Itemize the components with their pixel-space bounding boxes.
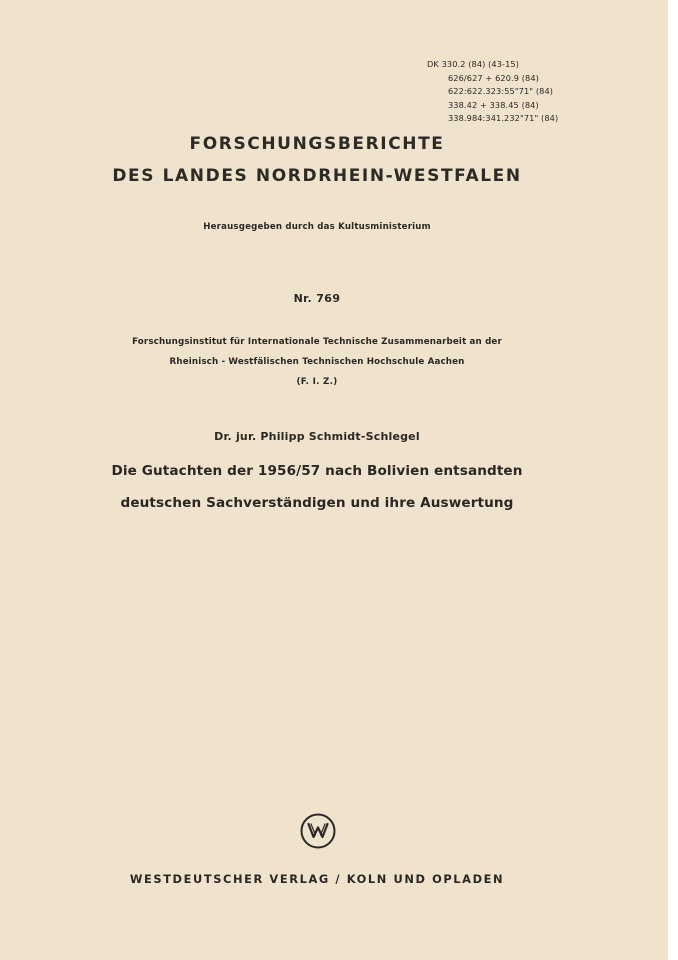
series-title-line2: DES LANDES NORDRHEIN-WESTFALEN xyxy=(112,166,522,186)
dk-line: 626/627 + 620.9 (84) xyxy=(448,72,539,83)
institute-line1: Forschungsinstitut für Internationale Technische Zusammenarbeit an der xyxy=(132,337,502,347)
dk-line: DK 330.2 (84) (43-15) xyxy=(427,59,520,69)
publisher-name: WESTDEUTSCHER VERLAG / KOLN UND OPLADEN xyxy=(129,872,505,886)
dk-line: 338.42 + 338.45 (84) xyxy=(448,99,539,110)
book-title-line1: Die Gutachten der 1956/57 nach Bolivien entsandten xyxy=(111,463,523,479)
publisher-logo-icon xyxy=(299,812,337,850)
editor-note: Herausgegeben durch das Kultusministerium xyxy=(203,222,431,232)
author: Dr. jur. Philipp Schmidt-Schlegel xyxy=(214,430,420,443)
dk-line: 338.984:341.232"71" (84) xyxy=(448,113,559,124)
institute-line2: Rheinisch - Westfälischen Technischen Hochschule Aachen xyxy=(169,357,465,367)
book-title-line2: deutschen Sachverständigen und ihre Auswertung xyxy=(120,495,514,511)
dk-line: 622:622.323:55"71" (84) xyxy=(448,86,554,97)
series-title-line1: FORSCHUNGSBERICHTE xyxy=(189,134,445,154)
dk-classification xyxy=(427,58,558,126)
volume-number: Nr. 769 xyxy=(293,292,341,305)
institute-abbreviation: (F. I. Z.) xyxy=(296,377,338,387)
